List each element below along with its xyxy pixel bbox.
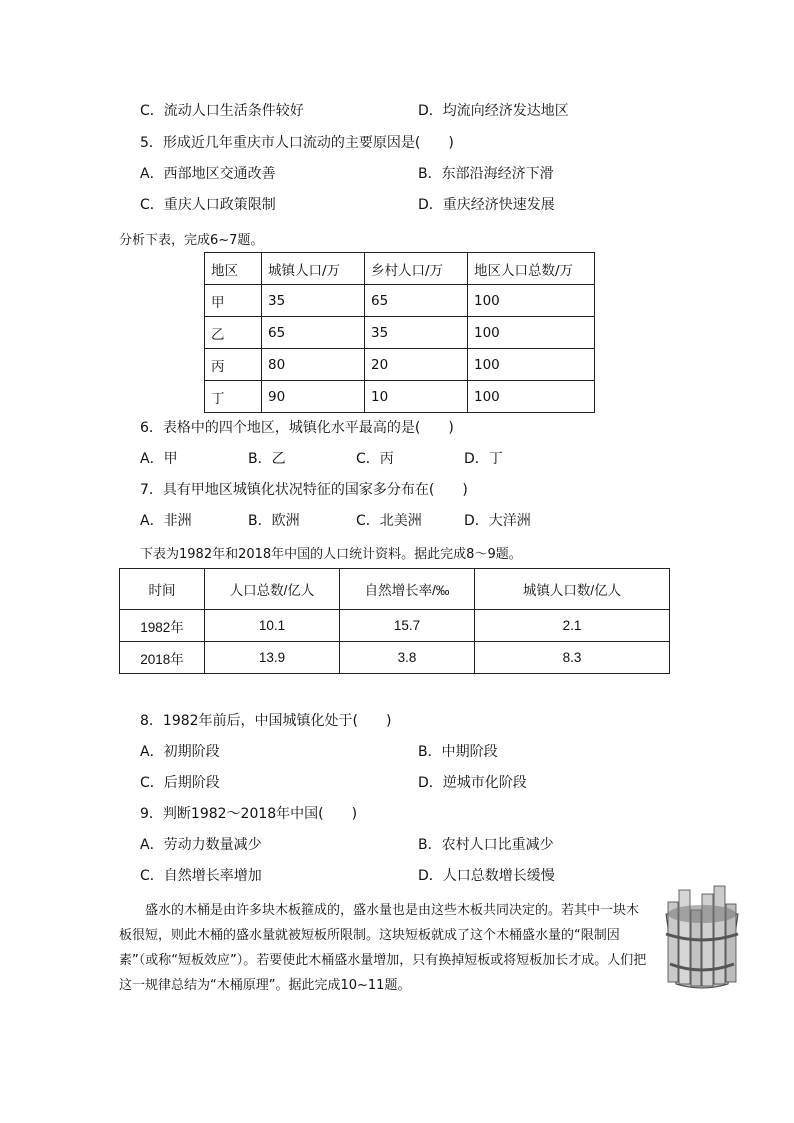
table-cell: 2018年: [120, 642, 205, 674]
q7-option-a: A．非洲: [140, 513, 192, 529]
table-header-row: [205, 253, 595, 285]
table-cell: 乙: [205, 317, 262, 349]
table-cell: 35: [365, 317, 468, 349]
population-table: [119, 568, 670, 674]
table-header-cell: 地区人口总数/万: [468, 253, 595, 285]
table-cell: 1982年: [120, 610, 205, 642]
table-cell: 80: [262, 349, 365, 381]
table-row: [120, 610, 670, 642]
table-row: [120, 642, 670, 674]
q9-option-c: C．自然增长率增加: [140, 868, 262, 884]
table-cell: 甲: [205, 285, 262, 317]
q8-stem: 8．1982年前后，中国城镇化处于( ): [140, 713, 392, 729]
q5-option-b: B．东部沿海经济下滑: [418, 166, 554, 182]
table-row: [205, 349, 595, 381]
q6-option-b: B．乙: [248, 451, 286, 467]
table-cell: 8.3: [475, 642, 670, 674]
table-cell: 100: [468, 349, 595, 381]
intro-6-7: 分析下表，完成6~7题。: [119, 233, 264, 248]
q6-option-d: D．丁: [464, 451, 503, 467]
table-cell: 100: [468, 317, 595, 349]
table-row: [205, 381, 595, 413]
q9-option-a: A．劳动力数量减少: [140, 837, 262, 853]
table-cell: 100: [468, 285, 595, 317]
table-cell: 65: [262, 317, 365, 349]
table-cell: 丁: [205, 381, 262, 413]
table-header-cell: 时间: [120, 569, 205, 610]
q5-option-c: C．重庆人口政策限制: [140, 197, 276, 213]
table-cell: 13.9: [205, 642, 340, 674]
urbanization-table: [204, 252, 595, 413]
wooden-bucket-image: [656, 884, 748, 992]
table-cell: 100: [468, 381, 595, 413]
q9-option-d: D．人口总数增长缓慢: [418, 868, 555, 884]
q6-stem: 6．表格中的四个地区，城镇化水平最高的是( ): [140, 420, 454, 436]
q7-option-d: D．大洋洲: [464, 513, 531, 529]
table-cell: 20: [365, 349, 468, 381]
table-header-cell: 城镇人口/万: [262, 253, 365, 285]
table-header-cell: 地区: [205, 253, 262, 285]
table-header-cell: 乡村人口/万: [365, 253, 468, 285]
q8-option-d: D．逆城市化阶段: [418, 775, 527, 791]
table-header-cell: 城镇人口数/亿人: [475, 569, 670, 610]
q6-option-c: C．丙: [356, 451, 394, 467]
table-cell: 35: [262, 285, 365, 317]
table-cell: 10: [365, 381, 468, 413]
q7-option-b: B．欧洲: [248, 513, 300, 529]
table-cell: 2.1: [475, 610, 670, 642]
table-cell: 3.8: [340, 642, 475, 674]
table-header-cell: 自然增长率/‰: [340, 569, 475, 610]
q5-option-a: A．西部地区交通改善: [140, 166, 276, 182]
q7-stem: 7．具有甲地区城镇化状况特征的国家多分布在( ): [140, 482, 468, 498]
q7-option-c: C．北美洲: [356, 513, 422, 529]
q4-option-c: C．流动人口生活条件较好: [140, 103, 304, 119]
q8-option-b: B．中期阶段: [418, 744, 498, 760]
q4-option-d: D．均流向经济发达地区: [418, 103, 569, 119]
q9-option-b: B．农村人口比重减少: [418, 837, 554, 853]
intro-8-9: 下表为1982年和2018年中国的人口统计资料。据此完成8～9题。: [140, 547, 522, 562]
q8-option-a: A．初期阶段: [140, 744, 220, 760]
table-row: [205, 317, 595, 349]
table-cell: 15.7: [340, 610, 475, 642]
q8-option-c: C．后期阶段: [140, 775, 220, 791]
q5-option-d: D．重庆经济快速发展: [418, 197, 555, 213]
passage-10-11: 盛水的木桶是由许多块木板箍成的，盛水量也是由这些木板共同决定的。若其中一块木板很短，则此木桶的盛水量就被短板所限制。这块短板就成了这个木桶盛水量的“限制因素”（或称“短板效应”）。若要使此木桶盛水量增加，只有换掉短板或将短板加长才成。人们把这一规律总结为“木桶原理”。据此完成10~11题。: [119, 903, 647, 993]
table-header-row: [120, 569, 670, 610]
table-cell: 65: [365, 285, 468, 317]
q9-stem: 9．判断1982～2018年中国( ): [140, 806, 358, 822]
table-row: [205, 285, 595, 317]
table-cell: 丙: [205, 349, 262, 381]
q6-option-a: A．甲: [140, 451, 178, 467]
table-cell: 10.1: [205, 610, 340, 642]
table-cell: 90: [262, 381, 365, 413]
table-header-cell: 人口总数/亿人: [205, 569, 340, 610]
q5-stem: 5．形成近几年重庆市人口流动的主要原因是( ): [140, 135, 454, 151]
